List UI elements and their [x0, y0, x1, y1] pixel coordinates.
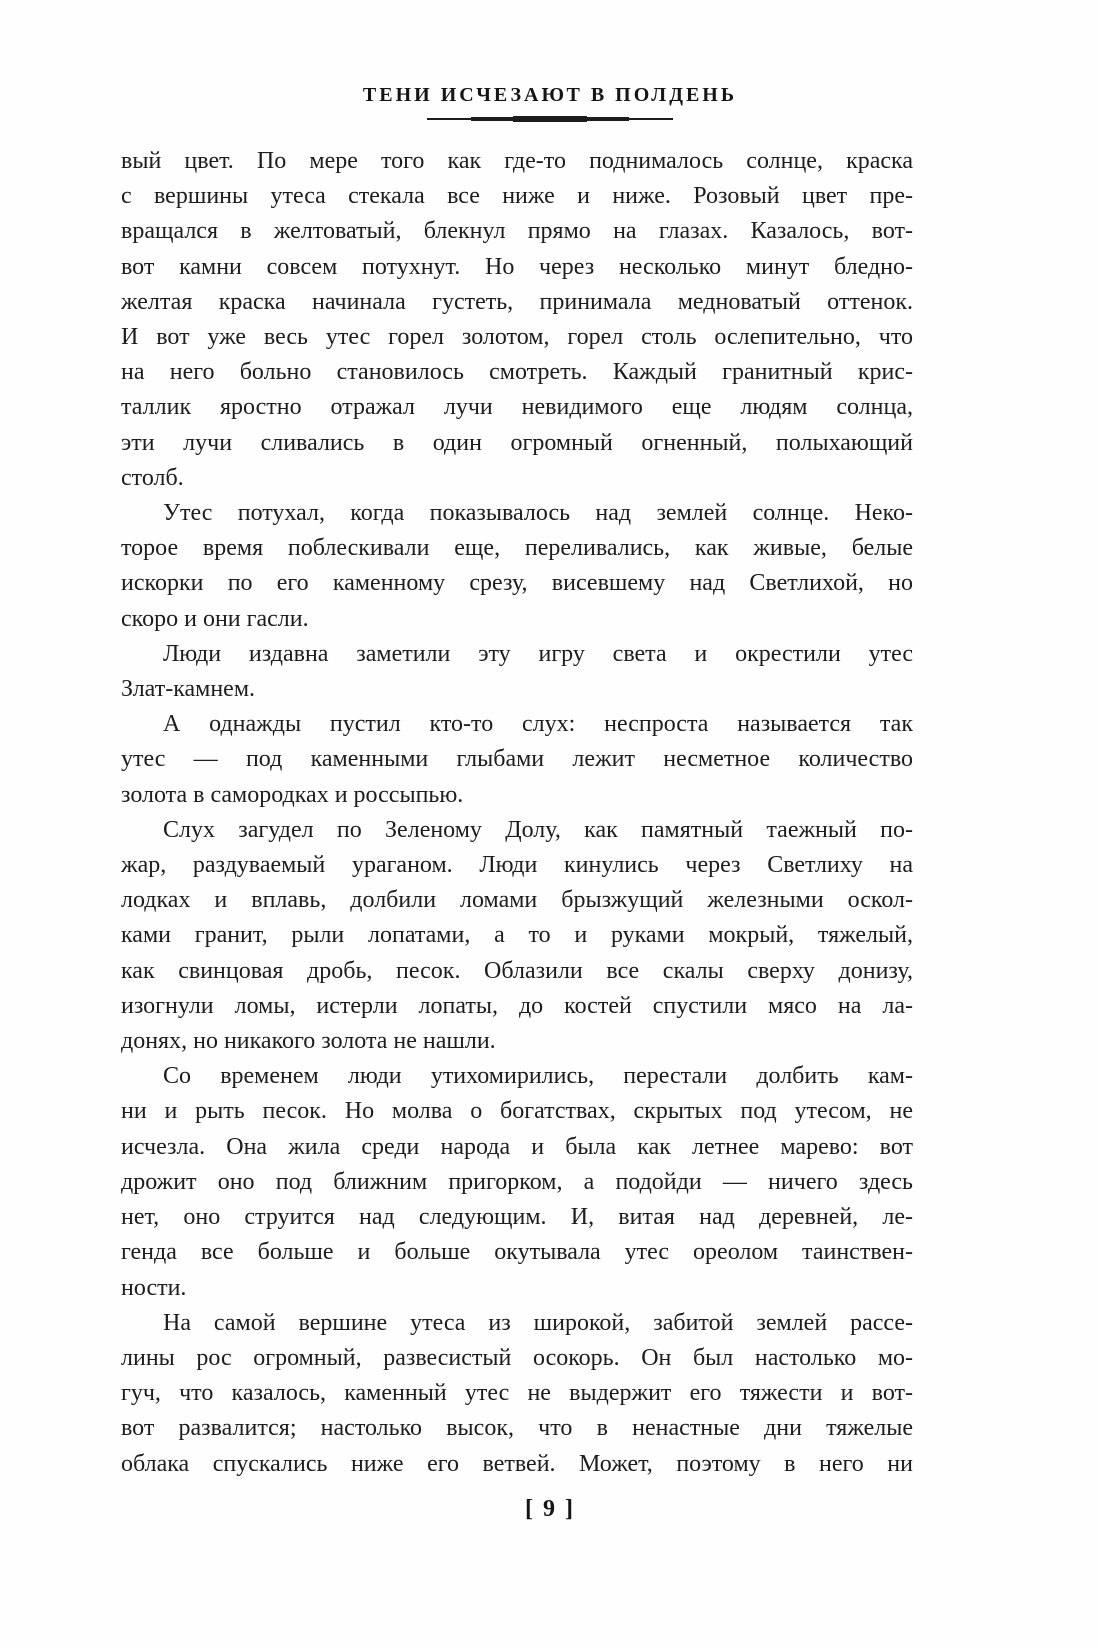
text-line: Слух загудел по Зеленому Долу, как памятный таежный по- [163, 816, 913, 843]
text-line: с вершины утеса стекала все ниже и ниже. Розовый цвет пре- [121, 183, 913, 210]
text-line: На самой вершине утеса из широкой, забитой землей рассе- [163, 1309, 913, 1336]
text-line: желтая краска начинала густеть, принимала медноватый оттенок. [121, 288, 913, 315]
text-line: генда все больше и больше окутывала утес ореолом таинствен- [121, 1239, 913, 1266]
text-line: дрожит оно под ближним пригорком, а подойди — ничего здесь [121, 1168, 913, 1195]
text-line: вот камни совсем потухнут. Но через несколько минут бледно- [121, 253, 913, 280]
text-line: И вот уже весь утес горел золотом, горел столь ослепительно, что [121, 324, 913, 351]
paragraph [121, 813, 913, 1059]
text-line: исчезла. Она жила среди народа и была как летнее марево: вот [121, 1133, 913, 1160]
page-number: [ 9 ] [525, 1496, 575, 1522]
text-line: лины рос огромный, развесистый осокорь. Он был настолько мо- [121, 1344, 913, 1371]
text-line: жар, раздуваемый ураганом. Люди кинулись через Светлиху на [121, 852, 913, 879]
text-line: Со временем люди утихомирились, перестали долбить кам- [163, 1063, 913, 1090]
text-line: нет, оно струится над следующим. И, витая над деревней, ле- [121, 1204, 913, 1231]
divider-thick-bar [513, 116, 587, 122]
text-line: вый цвет. По мере того как где-то поднималось солнце, краска [121, 148, 913, 174]
text-line: Злат-камнем. [121, 676, 256, 703]
text-line: эти лучи сливались в один огромный огненный, полыхающий [121, 429, 913, 456]
text-line: вращался в желтоватый, блекнул прямо на глазах. Казалось, вот- [121, 218, 913, 245]
text-line: Люди издавна заметили эту игру света и окрестили утес [163, 640, 913, 667]
text-line: ни и рыть песок. Но молва о богатствах, скрытых под утесом, не [121, 1098, 913, 1125]
text-line: изогнули ломы, истерли лопаты, до костей спустили мясо на ла- [121, 992, 913, 1019]
text-line: гуч, что казалось, каменный утес не выдержит его тяжести и вот- [121, 1380, 913, 1407]
text-line: как свинцовая дробь, песок. Облазили все скалы сверху донизу, [121, 957, 913, 984]
text-line: таллик яростно отражал лучи невидимого еще людям солнца, [121, 394, 913, 421]
paragraph [121, 707, 913, 813]
text-line: лодках и вплавь, долбили ломами брызжущий железными оскол- [121, 887, 913, 914]
text-line: столб. [121, 464, 184, 491]
paragraph [121, 496, 913, 637]
text-line: золота в самородках и россыпью. [121, 781, 464, 808]
paragraph [121, 1059, 913, 1305]
text-line: скоро и они гасли. [121, 605, 309, 632]
text-line: А однажды пустил кто-то слух: неспроста называется так [163, 711, 913, 738]
text-line: на него больно становилось смотреть. Каждый гранитный крис- [121, 359, 913, 386]
paragraph [121, 637, 913, 707]
text-line: облака спускались ниже его ветвей. Может, поэтому в него ни [121, 1450, 913, 1477]
paragraph [121, 1306, 913, 1482]
running-head-title: ТЕНИ ИСЧЕЗАЮТ В ПОЛДЕНЬ [362, 84, 738, 106]
text-line: утес — под каменными глыбами лежит несметное количество [121, 746, 913, 773]
text-line: торое время поблескивали еще, переливались, как живые, белые [121, 535, 913, 562]
text-line: Утес потухал, когда показывалось над землей солнце. Неко- [163, 500, 913, 527]
text-line: искорки по его каменному срезу, висевшему над Светлихой, но [121, 570, 913, 597]
page-body [121, 144, 913, 1482]
text-line: донях, но никакого золота не нашли. [121, 1028, 496, 1055]
paragraph [121, 144, 913, 496]
text-line: вот развалится; настолько высок, что в ненастные дни тяжелые [121, 1415, 913, 1442]
header-divider-ornament [427, 114, 673, 124]
text-line: ности. [121, 1274, 187, 1301]
text-line: ками гранит, рыли лопатами, а то и руками мокрый, тяжелый, [121, 922, 913, 949]
